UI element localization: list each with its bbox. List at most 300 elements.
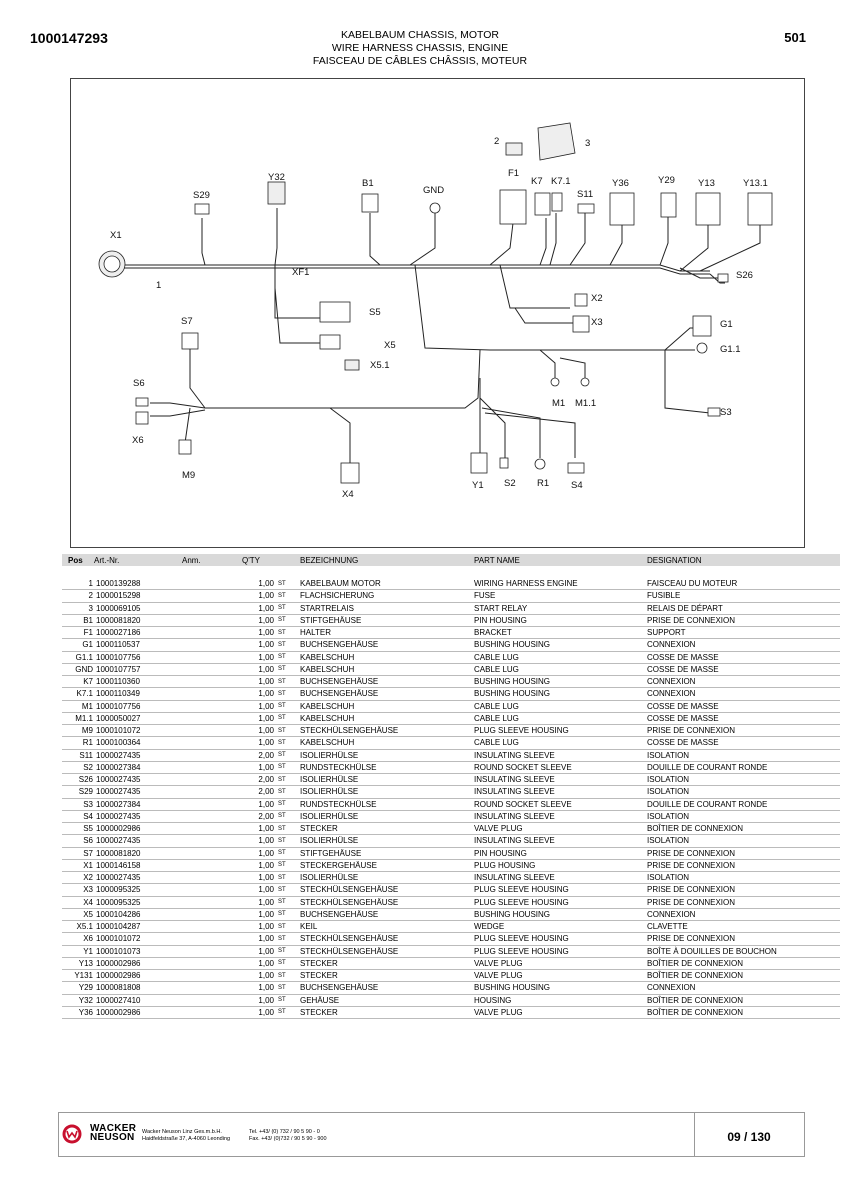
row-designation: PRISE DE CONNEXION xyxy=(647,860,736,870)
row-art-nr: 1000107756 xyxy=(96,701,141,711)
row-designation: PRISE DE CONNEXION xyxy=(647,885,736,895)
y29-connector xyxy=(661,193,676,217)
row-bezeichnung: STECKHÜLSENGEHÄUSE xyxy=(300,885,399,895)
row-pos: F1 xyxy=(83,628,93,637)
title-french: FAISCEAU DE CÂBLES CHÂSSIS, MOTEUR xyxy=(312,55,528,67)
row-pos: X2 xyxy=(83,873,93,882)
row-pos: X4 xyxy=(83,897,93,907)
row-designation: CLAVETTE xyxy=(647,922,688,931)
f1-fuse-holder xyxy=(500,190,526,224)
row-qty: 1,00 xyxy=(258,738,274,748)
row-designation: COSSE DE MASSE xyxy=(647,713,719,723)
row-designation: PRISE DE CONNEXION xyxy=(647,934,736,944)
row-unit: ST xyxy=(278,715,286,722)
row-bezeichnung: KEIL xyxy=(300,922,318,931)
table-row xyxy=(62,701,840,713)
row-bezeichnung: ISOLIERHÜLSE xyxy=(300,873,359,882)
table-row xyxy=(62,1007,840,1019)
row-qty: 2,00 xyxy=(258,811,274,821)
row-designation: ISOLATION xyxy=(647,811,690,821)
s7-connector xyxy=(182,333,198,349)
row-bezeichnung: STECKERGEHÄUSE xyxy=(300,860,377,870)
row-bezeichnung: RUNDSTECKHÜLSE xyxy=(300,762,377,772)
row-unit: ST xyxy=(278,788,286,795)
row-qty: 1,00 xyxy=(258,983,274,993)
label-y1: Y1 xyxy=(472,480,484,491)
row-designation: CONNEXION xyxy=(647,677,696,686)
row-art-nr: 1000027435 xyxy=(96,787,141,797)
row-part-name: CABLE LUG xyxy=(474,652,519,662)
page-number: 09 / 130 xyxy=(727,1130,771,1144)
col-art: Art.-Nr. xyxy=(94,556,120,565)
row-part-name: WEDGE xyxy=(474,922,505,931)
label-m9: M9 xyxy=(182,470,196,481)
row-designation: CONNEXION xyxy=(647,983,696,993)
row-unit: ST xyxy=(278,813,286,820)
row-qty: 1,00 xyxy=(258,836,274,846)
row-qty: 2,00 xyxy=(258,750,274,760)
row-part-name: CABLE LUG xyxy=(474,713,519,723)
row-qty: 1,00 xyxy=(258,615,274,625)
row-qty: 1,00 xyxy=(258,640,274,650)
row-unit: ST xyxy=(278,972,286,979)
company-name: Wacker Neuson Linz Ges.m.b.H. xyxy=(142,1129,222,1135)
row-qty: 1,00 xyxy=(258,628,274,637)
row-part-name: VALVE PLUG xyxy=(474,1007,523,1017)
row-pos: Y1 xyxy=(83,946,93,956)
row-part-name: HOUSING xyxy=(474,995,512,1005)
s5-valve-plug xyxy=(320,302,350,322)
label-y29: Y29 xyxy=(658,175,675,186)
row-art-nr: 1000027435 xyxy=(96,873,141,882)
row-unit: ST xyxy=(278,886,286,893)
label-y32: Y32 xyxy=(268,172,285,183)
row-designation: CONNEXION xyxy=(647,640,696,650)
wiring-harness-diagram xyxy=(70,78,805,548)
row-designation: PRISE DE CONNEXION xyxy=(647,897,736,907)
m11-cable-lug xyxy=(581,378,589,386)
row-art-nr: 1000110537 xyxy=(96,640,140,650)
label-m1: M1 xyxy=(552,398,566,409)
row-designation: BOÎTIER DE CONNEXION xyxy=(647,1007,744,1017)
row-qty: 1,00 xyxy=(258,873,274,882)
row-qty: 1,00 xyxy=(258,971,274,980)
row-qty: 1,00 xyxy=(258,701,274,711)
table-row xyxy=(62,958,840,970)
row-art-nr: 1000139288 xyxy=(96,579,141,588)
row-part-name: VALVE PLUG xyxy=(474,958,523,968)
row-qty: 1,00 xyxy=(258,591,274,601)
label-g1: G1 xyxy=(720,319,733,330)
page-footer xyxy=(58,1112,805,1157)
row-pos: X5.1 xyxy=(76,922,93,931)
label-2: 2 xyxy=(494,136,500,147)
gnd-cable-lug xyxy=(430,203,440,213)
table-row xyxy=(62,848,840,860)
row-designation: ISOLATION xyxy=(647,775,690,784)
row-art-nr: 1000146158 xyxy=(96,860,141,870)
table-row xyxy=(62,578,840,590)
row-pos: Y13 xyxy=(78,958,93,968)
table-row xyxy=(62,933,840,945)
row-art-nr: 1000095325 xyxy=(96,885,141,895)
row-bezeichnung: STECKHÜLSENGEHÄUSE xyxy=(300,934,399,944)
s3-socket xyxy=(708,408,720,416)
row-bezeichnung: KABELSCHUH xyxy=(300,664,355,674)
y32-connector xyxy=(268,182,285,204)
row-designation: DOUILLE DE COURANT RONDE xyxy=(647,762,768,772)
row-qty: 1,00 xyxy=(258,579,274,588)
row-qty: 1,00 xyxy=(258,934,274,944)
table-row xyxy=(62,860,840,872)
row-bezeichnung: BUCHSENGEHÄUSE xyxy=(300,909,379,919)
row-art-nr: 1000027435 xyxy=(96,811,141,821)
row-qty: 1,00 xyxy=(258,726,274,735)
row-part-name: VALVE PLUG xyxy=(474,971,523,980)
row-unit: ST xyxy=(278,580,286,587)
row-unit: ST xyxy=(278,690,286,697)
table-row xyxy=(62,713,840,725)
row-unit: ST xyxy=(278,911,286,918)
row-art-nr: 1000104286 xyxy=(96,909,141,919)
x51-wedge xyxy=(345,360,359,370)
x6-connector xyxy=(136,412,148,424)
row-unit: ST xyxy=(278,899,286,905)
label-b1: B1 xyxy=(362,178,374,189)
table-row xyxy=(62,799,840,811)
row-designation: BOÎTIER DE CONNEXION xyxy=(647,824,744,833)
row-unit: ST xyxy=(278,654,286,660)
x2-sleeve xyxy=(575,294,587,306)
row-art-nr: 1000050027 xyxy=(96,713,141,723)
row-bezeichnung: ISOLIERHÜLSE xyxy=(300,811,359,821)
label-s7: S7 xyxy=(181,316,193,327)
label-s3: S3 xyxy=(720,407,732,418)
row-pos: S2 xyxy=(83,762,93,772)
row-qty: 1,00 xyxy=(258,885,274,895)
row-unit: ST xyxy=(278,862,286,869)
table-row xyxy=(62,639,840,651)
row-designation: CONNEXION xyxy=(647,689,696,699)
row-bezeichnung: ISOLIERHÜLSE xyxy=(300,775,359,784)
row-pos: R1 xyxy=(82,738,93,748)
row-bezeichnung: ISOLIERHÜLSE xyxy=(300,750,359,760)
row-bezeichnung: BUCHSENGEHÄUSE xyxy=(300,640,379,650)
row-qty: 1,00 xyxy=(258,652,274,662)
row-bezeichnung: BUCHSENGEHÄUSE xyxy=(300,689,379,699)
table-row xyxy=(62,664,840,676)
row-pos: S6 xyxy=(83,836,93,846)
g11-cable-lug xyxy=(697,343,707,353)
row-art-nr: 1000002986 xyxy=(96,971,141,980)
row-part-name: BRACKET xyxy=(474,628,512,637)
row-pos: S3 xyxy=(83,799,93,809)
row-pos: Y36 xyxy=(78,1007,93,1017)
row-qty: 1,00 xyxy=(258,713,274,723)
m9-connector xyxy=(179,440,191,454)
table-row xyxy=(62,627,840,639)
row-art-nr: 1000002986 xyxy=(96,958,141,968)
row-designation: RELAIS DE DÉPART xyxy=(647,603,723,613)
row-unit: ST xyxy=(278,629,286,636)
label-y13: Y13 xyxy=(698,178,715,189)
row-bezeichnung: KABELSCHUH xyxy=(300,713,355,723)
row-qty: 1,00 xyxy=(258,860,274,870)
row-part-name: WIRING HARNESS ENGINE xyxy=(474,579,578,588)
s2-socket xyxy=(500,458,508,468)
y131-valve-plug xyxy=(748,193,772,225)
row-art-nr: 1000002986 xyxy=(96,1007,141,1017)
row-part-name: PLUG SLEEVE HOUSING xyxy=(474,726,569,735)
label-3: 3 xyxy=(585,138,591,149)
table-row xyxy=(62,725,840,737)
r1-cable-lug xyxy=(535,459,545,469)
row-qty: 1,00 xyxy=(258,677,274,686)
row-unit: ST xyxy=(278,739,286,746)
row-unit: ST xyxy=(278,1009,286,1016)
row-unit: ST xyxy=(278,837,286,844)
s26-sleeve xyxy=(718,274,728,282)
row-unit: ST xyxy=(278,825,286,832)
row-designation: ISOLATION xyxy=(647,750,690,760)
row-designation: ISOLATION xyxy=(647,836,690,846)
row-art-nr: 1000002986 xyxy=(96,824,141,833)
row-pos: B1 xyxy=(83,615,93,625)
table-row xyxy=(62,603,840,615)
row-pos: 3 xyxy=(88,603,93,613)
row-designation: SUPPORT xyxy=(647,628,686,637)
table-row xyxy=(62,786,840,798)
brand-line-1: WACKER xyxy=(90,1123,137,1134)
row-art-nr: 1000015298 xyxy=(96,591,141,601)
row-pos: S7 xyxy=(83,848,93,858)
row-bezeichnung: STARTRELAIS xyxy=(300,603,354,613)
row-pos: G1 xyxy=(82,640,93,650)
label-x1: X1 xyxy=(110,230,122,241)
row-art-nr: 1000101072 xyxy=(96,934,141,944)
row-bezeichnung: STECKER xyxy=(300,824,338,833)
label-g11: G1.1 xyxy=(720,344,741,355)
title-german: KABELBAUM CHASSIS, MOTOR xyxy=(341,29,499,41)
row-pos: S29 xyxy=(78,787,93,797)
row-qty: 1,00 xyxy=(258,824,274,833)
row-bezeichnung: STECKER xyxy=(300,971,338,980)
label-x5: X5 xyxy=(384,340,396,351)
row-qty: 1,00 xyxy=(258,689,274,699)
street-address: Haidfeldstraße 37, A-4060 Leonding xyxy=(142,1136,231,1142)
table-row xyxy=(62,921,840,933)
row-part-name: INSULATING SLEEVE xyxy=(474,836,555,846)
row-part-name: BUSHING HOUSING xyxy=(474,983,551,993)
row-art-nr: 1000027186 xyxy=(96,628,141,637)
row-art-nr: 1000027435 xyxy=(96,750,141,760)
row-part-name: CABLE LUG xyxy=(474,738,519,748)
row-designation: PRISE DE CONNEXION xyxy=(647,615,736,625)
row-bezeichnung: BUCHSENGEHÄUSE xyxy=(300,983,379,993)
label-x6: X6 xyxy=(132,435,144,446)
label-x4: X4 xyxy=(342,489,354,500)
m1-cable-lug xyxy=(551,378,559,386)
row-unit: ST xyxy=(278,935,286,942)
label-r1: R1 xyxy=(537,478,550,489)
col-des: DESIGNATION xyxy=(647,556,702,565)
company-address xyxy=(142,1129,230,1143)
row-unit: ST xyxy=(278,727,286,734)
row-qty: 1,00 xyxy=(258,922,274,931)
row-designation: BOÎTIER DE CONNEXION xyxy=(647,958,744,968)
x1-connector-face xyxy=(104,256,120,272)
row-bezeichnung: KABELBAUM MOTOR xyxy=(300,579,381,588)
y13-valve-plug xyxy=(696,193,720,225)
x5-connector xyxy=(320,335,340,349)
row-part-name: VALVE PLUG xyxy=(474,824,523,833)
row-unit: ST xyxy=(278,703,286,709)
row-part-name: CABLE LUG xyxy=(474,701,519,711)
row-qty: 2,00 xyxy=(258,775,274,784)
row-part-name: ROUND SOCKET SLEEVE xyxy=(474,762,572,772)
s6-sleeve xyxy=(136,398,148,406)
row-art-nr: 1000081820 xyxy=(96,615,141,625)
row-part-name: PLUG SLEEVE HOUSING xyxy=(474,897,569,907)
row-bezeichnung: STECKER xyxy=(300,958,338,968)
title-english: WIRE HARNESS CHASSIS, ENGINE xyxy=(331,42,509,54)
row-unit: ST xyxy=(278,923,286,930)
label-y36: Y36 xyxy=(612,178,629,189)
row-bezeichnung: KABELSCHUH xyxy=(300,738,355,748)
wacker-neuson-logo-icon xyxy=(62,1124,82,1144)
label-k7: K7 xyxy=(531,176,543,187)
row-designation: COSSE DE MASSE xyxy=(647,664,719,674)
table-row xyxy=(62,676,840,688)
row-pos: S5 xyxy=(83,824,93,833)
row-part-name: BUSHING HOUSING xyxy=(474,640,551,650)
table-row xyxy=(62,982,840,994)
row-unit: ST xyxy=(278,997,286,1003)
table-row xyxy=(62,835,840,847)
row-part-name: BUSHING HOUSING xyxy=(474,909,551,919)
row-art-nr: 1000069105 xyxy=(96,603,141,613)
table-row xyxy=(62,909,840,921)
row-pos: G1.1 xyxy=(75,652,93,662)
row-bezeichnung: RUNDSTECKHÜLSE xyxy=(300,799,377,809)
row-art-nr: 1000101072 xyxy=(96,726,141,735)
table-row xyxy=(62,946,840,958)
row-art-nr: 1000110349 xyxy=(96,689,140,699)
parts-table xyxy=(62,578,840,1019)
document-number: 1000147293 xyxy=(30,30,108,46)
row-unit: ST xyxy=(278,752,286,758)
row-art-nr: 1000100364 xyxy=(96,738,141,748)
y1-connector xyxy=(471,453,487,473)
table-row xyxy=(62,762,840,774)
footer-divider xyxy=(694,1113,695,1156)
row-part-name: CABLE LUG xyxy=(474,664,519,674)
row-unit: ST xyxy=(278,776,286,783)
row-art-nr: 1000027384 xyxy=(96,799,141,809)
row-part-name: START RELAY xyxy=(474,603,528,613)
row-art-nr: 1000027435 xyxy=(96,775,141,784)
row-art-nr: 1000101073 xyxy=(96,946,141,956)
row-unit: ST xyxy=(278,948,286,954)
row-art-nr: 1000107757 xyxy=(96,664,141,674)
row-designation: FUSIBLE xyxy=(647,591,681,601)
row-art-nr: 1000095325 xyxy=(96,897,141,907)
row-qty: 1,00 xyxy=(258,603,274,613)
row-bezeichnung: STECKHÜLSENGEHÄUSE xyxy=(300,946,399,956)
row-art-nr: 1000081808 xyxy=(96,983,141,993)
row-designation: COSSE DE MASSE xyxy=(647,652,719,662)
row-unit: ST xyxy=(278,960,286,967)
label-s2: S2 xyxy=(504,478,516,489)
row-designation: COSSE DE MASSE xyxy=(647,738,719,748)
table-row xyxy=(62,615,840,627)
row-art-nr: 1000110360 xyxy=(96,677,140,686)
s29-connector xyxy=(195,204,209,214)
row-unit: ST xyxy=(278,850,286,856)
g1-connector xyxy=(693,316,711,336)
table-row xyxy=(62,970,840,982)
col-bez: BEZEICHNUNG xyxy=(300,556,359,565)
row-unit: ST xyxy=(278,801,286,807)
row-art-nr: 1000027410 xyxy=(96,995,141,1005)
row-qty: 1,00 xyxy=(258,848,274,858)
row-bezeichnung: KABELSCHUH xyxy=(300,652,355,662)
x3-connector xyxy=(573,316,589,332)
row-unit: ST xyxy=(278,592,286,599)
row-pos: K7.1 xyxy=(76,689,93,699)
x4-connector xyxy=(341,463,359,483)
table-row xyxy=(62,688,840,700)
table-row xyxy=(62,823,840,835)
row-pos: M9 xyxy=(81,726,93,735)
row-art-nr: 1000107756 xyxy=(96,652,141,662)
row-designation: FAISCEAU DU MOTEUR xyxy=(647,579,738,588)
row-qty: 1,00 xyxy=(258,909,274,919)
row-pos: M1 xyxy=(81,701,93,711)
row-part-name: BUSHING HOUSING xyxy=(474,677,551,686)
row-pos: X6 xyxy=(83,934,93,944)
row-pos: X1 xyxy=(83,860,93,870)
row-part-name: PLUG HOUSING xyxy=(474,860,536,870)
row-part-name: INSULATING SLEEVE xyxy=(474,873,555,882)
row-qty: 1,00 xyxy=(258,897,274,907)
row-part-name: PLUG SLEEVE HOUSING xyxy=(474,934,569,944)
row-pos: Y32 xyxy=(78,995,93,1005)
row-part-name: INSULATING SLEEVE xyxy=(474,811,555,821)
row-designation: BOÎTE À DOUILLES DE BOUCHON xyxy=(647,946,777,956)
label-gnd: GND xyxy=(423,185,445,196)
label-s4: S4 xyxy=(571,480,583,491)
label-xf1: XF1 xyxy=(292,267,310,278)
row-part-name: PLUG SLEEVE HOUSING xyxy=(474,946,569,956)
y36-valve-plug xyxy=(610,193,634,225)
row-pos: S26 xyxy=(78,775,93,784)
row-qty: 1,00 xyxy=(258,946,274,956)
row-pos: GND xyxy=(75,664,93,674)
label-y131: Y13.1 xyxy=(743,178,768,189)
row-part-name: INSULATING SLEEVE xyxy=(474,787,555,797)
row-part-name: FUSE xyxy=(474,591,496,601)
brand-line-2: NEUSON xyxy=(90,1132,135,1143)
table-row xyxy=(62,897,840,909)
row-part-name: ROUND SOCKET SLEEVE xyxy=(474,799,572,809)
row-part-name: INSULATING SLEEVE xyxy=(474,775,555,784)
row-bezeichnung: STIFTGEHÄUSE xyxy=(300,615,362,625)
brand-name xyxy=(90,1124,136,1142)
row-unit: ST xyxy=(278,666,286,673)
row-qty: 1,00 xyxy=(258,762,274,772)
row-designation: BOÎTIER DE CONNEXION xyxy=(647,971,744,980)
